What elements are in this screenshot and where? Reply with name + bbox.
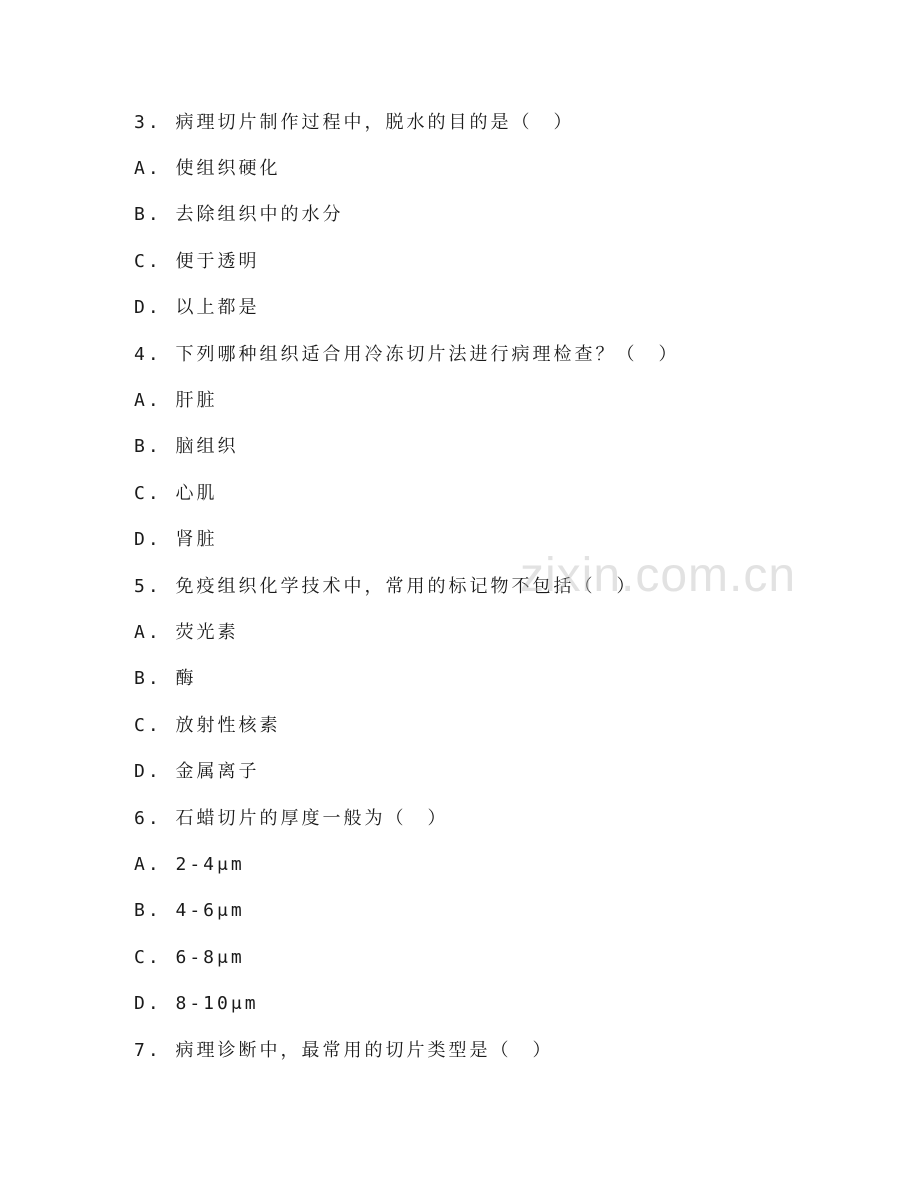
question-5-option-c: C. 放射性核素 (134, 715, 281, 736)
question-4-stem: 4. 下列哪种组织适合用冷冻切片法进行病理检查？（ ） (134, 344, 680, 365)
question-3-option-a: A. 使组织硬化 (134, 158, 281, 179)
question-3-option-c: C. 便于透明 (134, 251, 260, 272)
question-6-stem: 6. 石蜡切片的厚度一般为（ ） (134, 808, 449, 829)
question-6-option-a: A. 2-4μm (134, 854, 245, 875)
question-7-stem: 7. 病理诊断中，最常用的切片类型是（ ） (134, 1040, 554, 1061)
question-4-option-c: C. 心肌 (134, 483, 218, 504)
question-5-stem: 5. 免疫组织化学技术中，常用的标记物不包括（ ） (134, 576, 638, 597)
question-3-option-b: B. 去除组织中的水分 (134, 204, 344, 225)
question-5-option-b: B. 酶 (134, 668, 197, 689)
question-3-option-d: D. 以上都是 (134, 297, 260, 318)
question-4-option-d: D. 肾脏 (134, 529, 218, 550)
site-watermark: zixin.com.cn (520, 549, 797, 602)
question-3-stem: 3. 病理切片制作过程中，脱水的目的是（ ） (134, 112, 575, 133)
question-6-option-c: C. 6-8μm (134, 947, 245, 968)
question-6-option-d: D. 8-10μm (134, 993, 259, 1014)
question-5-option-a: A. 荧光素 (134, 622, 239, 643)
question-4-option-b: B. 脑组织 (134, 436, 239, 457)
question-4-option-a: A. 肝脏 (134, 390, 218, 411)
question-6-option-b: B. 4-6μm (134, 900, 245, 921)
question-5-option-d: D. 金属离子 (134, 761, 260, 782)
